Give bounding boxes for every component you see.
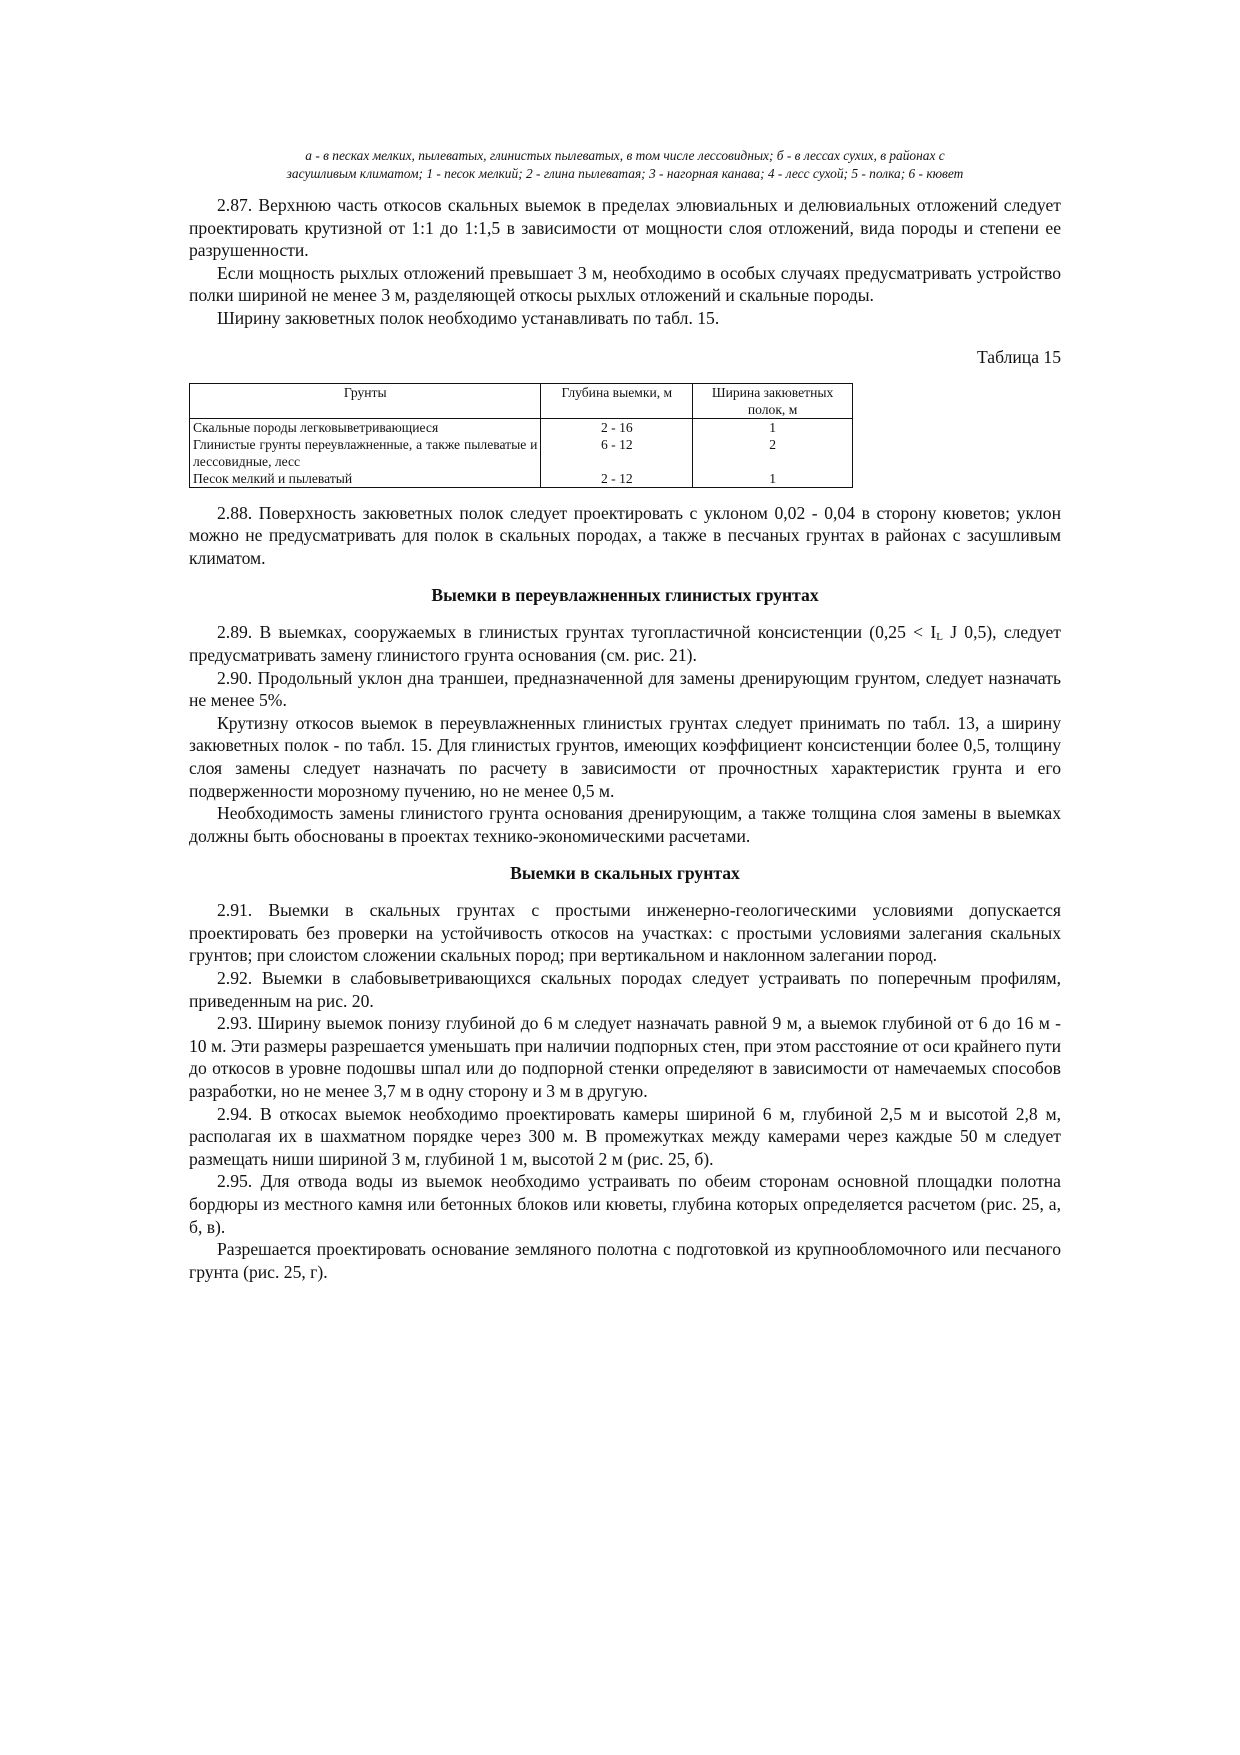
- paragraph-base-preparation: Разрешается проектировать основание земляного полотна с подготовкой из крупнообломочного или песчаного грунта (рис. 25, г).: [189, 1239, 1061, 1282]
- paragraph-2-89-start: 2.89. В выемках, сооружаемых в глинистых грунтах тугопластичной консистенции (0,25 < I: [217, 622, 937, 643]
- figure-caption: [189, 147, 1061, 183]
- table-header-shelf-width: Ширина закюветных полок, м: [693, 383, 853, 418]
- paragraph-2-87: 2.87. Верхнюю часть откосов скальных выемок в пределах элювиальных и делювиальных отложений следует проектировать крутизной от 1:1 до 1:1,5 в зависимости от мощности слоя отложений, вида породы и степени ее разрушенности.: [189, 195, 1061, 261]
- paragraph-2-92: 2.92. Выемки в слабовыветривающихся скальных породах следует устраивать по поперечным профилям, приведенным на рис. 20.: [189, 968, 1061, 1011]
- table-header-depth: Глубина выемки, м: [541, 383, 693, 418]
- table-cell-depth: 6 - 12: [541, 436, 693, 470]
- table-cell-soil: Скальные породы легковыветривающиеся: [190, 418, 541, 436]
- table-cell-width: 2: [693, 436, 853, 470]
- paragraph-2-88: 2.88. Поверхность закюветных полок следует проектировать с уклоном 0,02 - 0,04 в сторону кюветов; уклон можно не предусматривать для полок в скальных породах, а также в песчаных грунтах в районах с засушливым климатом.: [189, 502, 1061, 568]
- table-15-title: Таблица 15: [976, 346, 1061, 367]
- section-heading-waterlogged-clay: Выемки в переувлажненных глинистых грунтах: [431, 585, 819, 606]
- figure-caption-line-2: засушливым климатом; 1 - песок мелкий; 2 - глина пылеватая; 3 - нагорная канава; 4 - лесс сухой; 5 - полка; 6 - кювет: [286, 166, 964, 181]
- paragraph-2-94: 2.94. В откосах выемок необходимо проектировать камеры шириной 6 м, глубиной 2,5 м и высотой 2,8 м, располагая их в шахматном порядке через 300 м. В промежутках между камерами через каждые 50 м следует размещать ниши шириной 3 м, глубиной 1 м, высотой 2 м (рис. 25, б).: [189, 1103, 1061, 1169]
- table-cell-depth: 2 - 12: [541, 470, 693, 488]
- paragraph-2-91: 2.91. Выемки в скальных грунтах с простыми инженерно-геологическими условиями допускается проектировать без проверки на устойчивость откосов на участках: с простыми условиями залегания скальных грунтов; при слоистом сложении скальных пород; при вертикальном и наклонном залегании пород.: [189, 900, 1061, 966]
- paragraph-2-90: 2.90. Продольный уклон дна траншеи, предназначенной для замены дренирующим грунтом, следует назначать не менее 5%.: [189, 667, 1061, 711]
- table-cell-depth: 2 - 16: [541, 418, 693, 436]
- paragraph-2-93: 2.93. Ширину выемок понизу глубиной до 6 м следует назначать равной 9 м, а выемок глубиной от 6 до 16 м - 10 м. Эти размеры разрешается уменьшать при наличии подпорных стен, при этом расстояние от оси крайнего пути до откосов в уровне подошвы шпал или до подпорной стенки определяют в зависимости от намечаемых способов разработки, но не менее 3,7 м в одну сторону и 3 м в другую.: [189, 1013, 1061, 1102]
- paragraph-shelf-width: Ширину закюветных полок необходимо устанавливать по табл. 15.: [217, 307, 720, 328]
- table-cell-width: 1: [693, 418, 853, 436]
- document-page: [189, 147, 1061, 1283]
- table-row: [190, 470, 853, 488]
- table-cell-width: 1: [693, 470, 853, 488]
- table-row: [190, 436, 853, 470]
- paragraph-2-89: [189, 621, 1061, 666]
- section-heading-rock-soils: Выемки в скальных грунтах: [510, 863, 740, 884]
- table-row: [190, 418, 853, 436]
- figure-caption-line-1: а - в песках мелких, пылеватых, глинистых пылеватых, в том числе лессовидных; б - в лессах сухих, в районах с: [305, 148, 945, 163]
- paragraph-2-95: 2.95. Для отвода воды из выемок необходимо устраивать по обеим сторонам основной площадки полотна бордюры из местного камня или бетонных блоков или кюветы, глубина которых определяется расчетом (рис. 25, а, б, в).: [189, 1171, 1061, 1237]
- table-15: [189, 383, 853, 488]
- table-cell-soil: Глинистые грунты переувлажненные, а также пылеватые и лессовидные, лесс: [190, 436, 541, 470]
- paragraph-loose-deposits: Если мощность рыхлых отложений превышает 3 м, необходимо в особых случаях предусматривать устройство полки шириной не менее 3 м, разделяющей откосы рыхлых отложений и скальные породы.: [189, 262, 1061, 306]
- table-header-row: [190, 383, 853, 418]
- table-cell-soil: Песок мелкий и пылеватый: [190, 470, 541, 488]
- paragraph-slope-steepness: Крутизну откосов выемок в переувлажненных глинистых грунтах следует принимать по табл. 13, а ширину закюветных полок - по табл. 15. Для глинистых грунтов, имеющих коэффициент консистенции более 0,5, толщину слоя замены следует назначать по расчету в зависимости от прочностных характеристик грунта и его подверженности морозному пучению, но не менее 0,5 м.: [189, 712, 1061, 801]
- paragraph-replacement-justification: Необходимость замены глинистого грунта основания дренирующим, а также толщина слоя замены в выемках должны быть обоснованы в проектах технико-экономическими расчетами.: [189, 803, 1061, 846]
- paragraph-2-89-subscript: L: [936, 631, 943, 644]
- table-header-soils: Грунты: [190, 383, 541, 418]
- paragraph-2-89-end: J 0,5), следует предусматривать замену глинистого грунта основания (см. рис. 21).: [189, 622, 1061, 665]
